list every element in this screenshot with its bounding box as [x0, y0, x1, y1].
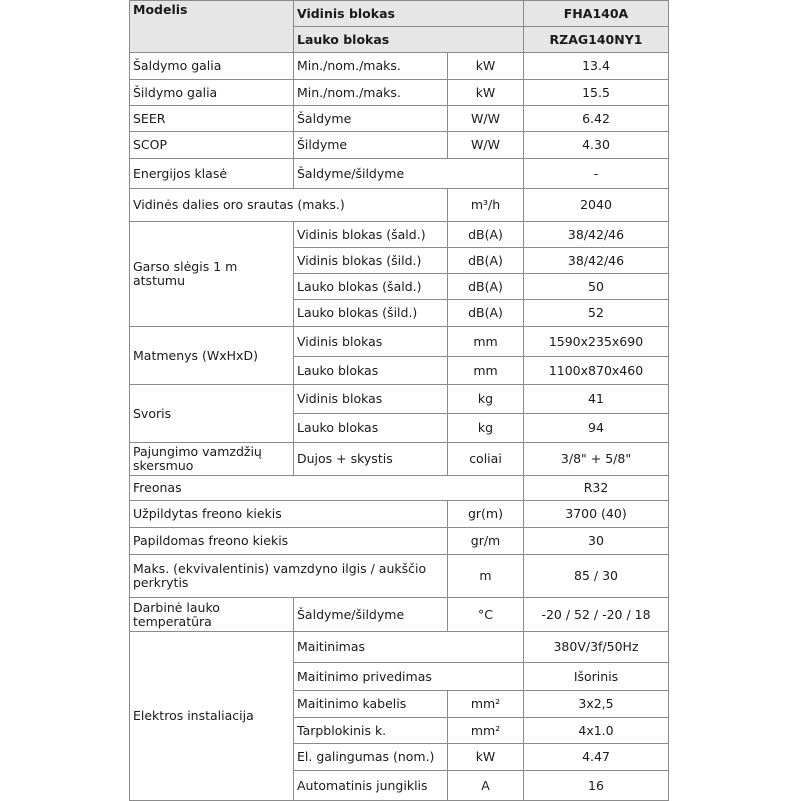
- row-value: 15.5: [524, 80, 669, 106]
- table-row: [130, 80, 669, 106]
- row-value: 52: [524, 300, 669, 327]
- table-row: [130, 443, 669, 476]
- row-unit: kW: [448, 80, 524, 106]
- table-row: [130, 528, 669, 555]
- table-row: [130, 476, 669, 501]
- row-sub: Šaldyme: [294, 106, 448, 132]
- row-value: -20 / 52 / -20 / 18: [524, 598, 669, 632]
- row-sub: Lauko blokas: [294, 357, 448, 385]
- row-sub: Automatinis jungiklis: [294, 771, 448, 801]
- row-label: Užpildytas freono kiekis: [130, 501, 448, 528]
- row-sub: Šaldyme/šildyme: [294, 159, 524, 189]
- row-value: 1100x870x460: [524, 357, 669, 385]
- outdoor-unit-label: Lauko blokas: [294, 27, 524, 53]
- row-unit: kW: [448, 744, 524, 771]
- row-sub: Lauko blokas (šald.): [294, 274, 448, 300]
- row-unit: kg: [448, 385, 524, 414]
- row-sub: Vidinis blokas (šald.): [294, 222, 448, 248]
- row-unit: kg: [448, 414, 524, 443]
- table-row: [130, 501, 669, 528]
- header-row-indoor: [130, 1, 669, 27]
- row-sub: Tarpblokinis k.: [294, 718, 448, 744]
- row-unit: mm: [448, 327, 524, 357]
- row-label: Vidinės dalies oro srautas (maks.): [130, 189, 448, 222]
- row-value: 4.30: [524, 132, 669, 159]
- table-row: [130, 132, 669, 159]
- row-value: 380V/3f/50Hz: [524, 632, 669, 663]
- dimensions-label: Matmenys (WxHxD): [130, 327, 294, 385]
- row-sub: Maitinimo privedimas: [294, 663, 524, 691]
- row-value: 4.47: [524, 744, 669, 771]
- table-row: [130, 555, 669, 598]
- row-value: 2040: [524, 189, 669, 222]
- row-label: Darbinė lauko temperatūra: [130, 598, 294, 632]
- row-sub: Vidinis blokas: [294, 327, 448, 357]
- table-row: [130, 598, 669, 632]
- row-label: Šildymo galia: [130, 80, 294, 106]
- indoor-unit-label: Vidinis blokas: [294, 1, 524, 27]
- row-sub: Maitinimo kabelis: [294, 691, 448, 718]
- row-unit: W/W: [448, 106, 524, 132]
- row-label: Maks. (ekvivalentinis) vamzdyno ilgis / aukščio perkrytis: [130, 555, 448, 598]
- row-sub: Šildyme: [294, 132, 448, 159]
- row-value: 4x1.0: [524, 718, 669, 744]
- row-value: Išorinis: [524, 663, 669, 691]
- row-label: Šaldymo galia: [130, 53, 294, 80]
- row-unit: dB(A): [448, 248, 524, 274]
- row-sub: El. galingumas (nom.): [294, 744, 448, 771]
- row-value: 85 / 30: [524, 555, 669, 598]
- row-value: -: [524, 159, 669, 189]
- row-value: 1590x235x690: [524, 327, 669, 357]
- row-value: 50: [524, 274, 669, 300]
- row-value: 6.42: [524, 106, 669, 132]
- row-value: 30: [524, 528, 669, 555]
- row-unit: °C: [448, 598, 524, 632]
- row-unit: dB(A): [448, 222, 524, 248]
- row-sub: Min./nom./maks.: [294, 80, 448, 106]
- table-row: [130, 222, 669, 248]
- table-row: [130, 159, 669, 189]
- model-label: Modelis: [130, 1, 294, 53]
- table-row: [130, 106, 669, 132]
- row-unit: A: [448, 771, 524, 801]
- spec-table: [129, 0, 669, 801]
- table-row: [130, 53, 669, 80]
- indoor-model: FHA140A: [524, 1, 669, 27]
- row-sub: Šaldyme/šildyme: [294, 598, 448, 632]
- row-value: 38/42/46: [524, 248, 669, 274]
- row-unit: mm²: [448, 691, 524, 718]
- row-unit: dB(A): [448, 300, 524, 327]
- row-sub: Lauko blokas: [294, 414, 448, 443]
- row-value: R32: [524, 476, 669, 501]
- row-value: 38/42/46: [524, 222, 669, 248]
- row-value: 13.4: [524, 53, 669, 80]
- row-label: SCOP: [130, 132, 294, 159]
- row-label: SEER: [130, 106, 294, 132]
- row-unit: m³/h: [448, 189, 524, 222]
- row-label: Papildomas freono kiekis: [130, 528, 448, 555]
- row-sub: Lauko blokas (šild.): [294, 300, 448, 327]
- row-label: Pajungimo vamzdžių skersmuo: [130, 443, 294, 476]
- row-value: 16: [524, 771, 669, 801]
- outdoor-model: RZAG140NY1: [524, 27, 669, 53]
- row-unit: mm: [448, 357, 524, 385]
- row-value: 3700 (40): [524, 501, 669, 528]
- row-value: 3/8" + 5/8": [524, 443, 669, 476]
- row-unit: gr(m): [448, 501, 524, 528]
- row-label: Freonas: [130, 476, 524, 501]
- table-row: [130, 632, 669, 663]
- row-sub: Maitinimas: [294, 632, 524, 663]
- weight-label: Svoris: [130, 385, 294, 443]
- row-unit: m: [448, 555, 524, 598]
- row-sub: Min./nom./maks.: [294, 53, 448, 80]
- table-row: [130, 327, 669, 357]
- row-value: 41: [524, 385, 669, 414]
- row-unit: W/W: [448, 132, 524, 159]
- sound-pressure-label: Garso slėgis 1 m atstumu: [130, 222, 294, 327]
- electrical-label: Elektros instaliacija: [130, 632, 294, 801]
- row-unit: coliai: [448, 443, 524, 476]
- row-unit: gr/m: [448, 528, 524, 555]
- row-unit: kW: [448, 53, 524, 80]
- row-sub: Dujos + skystis: [294, 443, 448, 476]
- row-unit: dB(A): [448, 274, 524, 300]
- row-sub: Vidinis blokas: [294, 385, 448, 414]
- row-sub: Vidinis blokas (šild.): [294, 248, 448, 274]
- row-label: Energijos klasė: [130, 159, 294, 189]
- row-value: 3x2,5: [524, 691, 669, 718]
- table-row: [130, 189, 669, 222]
- row-value: 94: [524, 414, 669, 443]
- row-unit: mm²: [448, 718, 524, 744]
- table-row: [130, 385, 669, 414]
